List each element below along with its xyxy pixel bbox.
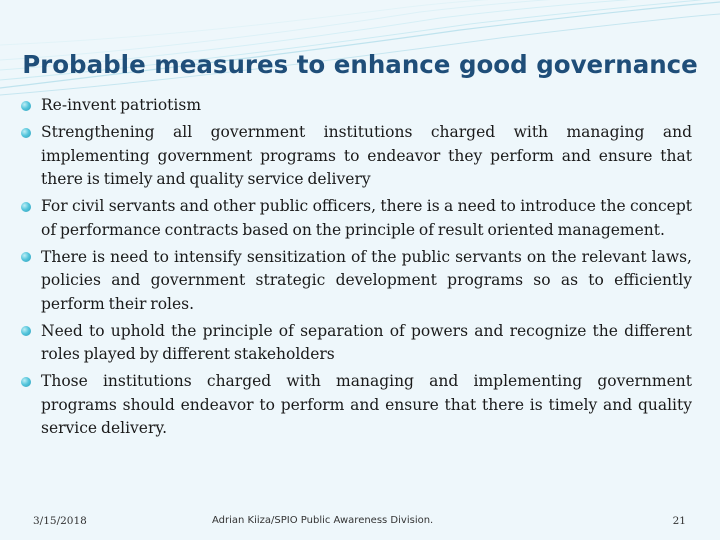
bullet-text: Need to uphold the principle of separation of powers and recognize the different roles played by different stakeholders [41,321,692,363]
footer-date: 3/15/2018 [33,515,87,527]
circle-bullet-icon [21,326,31,336]
bullet-item [20,370,692,441]
footer-author: Adrian Kiiza/SPIO Public Awareness Division. [212,515,434,526]
bullet-item [20,246,692,317]
bullet-text: Strengthening all government institutions charged with managing and implementing government programs to endeavor they perform and ensure that there is timely and quality service delivery [41,123,692,188]
bullet-text: For civil servants and other public officers, there is a need to introduce the concept of performance contracts based on the principle of result oriented management. [41,197,692,239]
bullet-list [20,94,692,444]
bullet-text: There is need to intensify sensitization of the public servants on the relevant laws, policies and government strategic development programs so as to efficiently perform their roles. [41,247,692,313]
bullet-item [20,195,692,242]
circle-bullet-icon [21,252,31,262]
bullet-text: Those institutions charged with managing and implementing government programs should endeavor to perform and ensure that there is timely and quality service delivery. [41,372,692,437]
footer-page-number: 21 [672,515,686,527]
bullet-item [20,94,692,118]
slide-title: Probable measures to enhance good governance [22,50,698,79]
circle-bullet-icon [21,202,31,212]
circle-bullet-icon [21,101,31,111]
bullet-item [20,121,692,192]
circle-bullet-icon [21,128,31,138]
circle-bullet-icon [21,377,31,387]
bullet-item [20,320,692,367]
bullet-text: Re-invent patriotism [41,96,202,114]
